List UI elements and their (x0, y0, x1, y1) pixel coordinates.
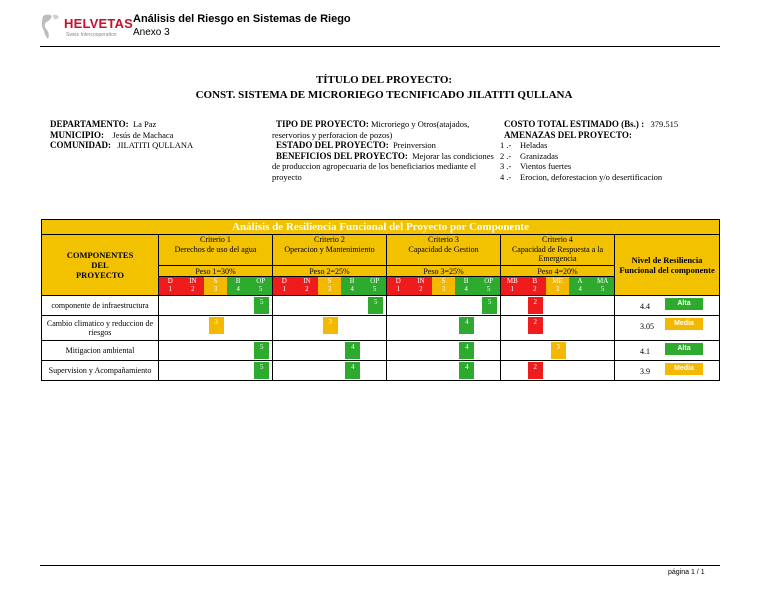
costo-value: 379.515 (650, 119, 679, 129)
scale-step: MB 1 (501, 277, 524, 295)
score-cell (273, 296, 387, 316)
criterion-header: Criterio 4 Capacidad de Respuesta a la Emergencia (501, 235, 615, 266)
nivel-cell (615, 296, 720, 316)
scale-step: B 4 (455, 277, 478, 295)
table-row (42, 316, 720, 341)
logo-subtext: Swiss Intercooperation (66, 32, 117, 38)
page-number: página 1 / 1 (668, 569, 705, 576)
score-mark: 2 (528, 317, 543, 334)
estado-value: Preinversion (392, 140, 436, 150)
scale-step: IN 2 (296, 277, 319, 295)
score-mark: 3 (209, 317, 224, 334)
amenaza-item: 1 .- Heladas (500, 140, 548, 150)
score-mark: 4 (459, 342, 474, 359)
scale-step: S 3 (204, 277, 227, 295)
comunidad-value: JILATITI QULLANA (117, 140, 194, 150)
municipio-label: MUNICIPIO: (50, 129, 104, 140)
peso-label: Peso 1=30% (159, 266, 273, 277)
component-name: componente de infraestructura (42, 296, 159, 316)
score-mark: 5 (368, 297, 383, 314)
footer-divider (40, 565, 720, 566)
amenaza-item: 2 .- Granizadas (500, 150, 559, 161)
amenaza-item: 3 .- Vientos fuertes (500, 161, 572, 171)
nivel-value: 3.05 (640, 322, 654, 331)
beneficios-value-3: proyecto (272, 171, 302, 182)
score-cell (387, 341, 501, 361)
scale-step: B 4 (341, 277, 364, 295)
cost-threats-info (500, 119, 720, 182)
amenazas-label: AMENAZAS DEL PROYECTO: (504, 129, 632, 140)
score-cell (387, 296, 501, 316)
score-mark: 3 (551, 342, 566, 359)
score-cell (501, 296, 615, 316)
scale-step: D 1 (387, 277, 410, 295)
peso-label: Peso 2=25% (273, 266, 387, 277)
nivel-badge: Alta (665, 343, 703, 355)
score-mark: 2 (528, 297, 543, 314)
score-mark: 3 (323, 317, 338, 334)
score-mark: 5 (254, 297, 269, 314)
scale-cell (387, 277, 501, 296)
tipo-label: TIPO DE PROYECTO: (276, 119, 369, 129)
component-name: Supervision y Acompañamiento (42, 361, 159, 381)
departamento-label: DEPARTAMENTO: (50, 119, 129, 129)
score-mark: 5 (482, 297, 497, 314)
location-info (50, 119, 193, 151)
comunidad-label: COMUNIDAD: (50, 140, 111, 150)
score-cell (273, 341, 387, 361)
amenaza-item: 4 .- Erocion, deforestacion y/o desertificacion (500, 171, 663, 182)
component-name: Mitigacion ambiental (42, 341, 159, 361)
scale-step: OP 5 (363, 277, 386, 295)
scale-step: ME 3 (546, 277, 569, 295)
score-cell (273, 361, 387, 381)
scale-step: B 4 (227, 277, 250, 295)
project-name: CONST. SISTEMA DE MICRORIEGO TECNIFICADO JILATITI QULLANA (195, 89, 573, 101)
nivel-header: Nivel de Resiliencia Funcional del componente (615, 235, 720, 296)
scale-step: IN 2 (410, 277, 433, 295)
document-title: Análisis del Riesgo en Sistemas de Riego (133, 13, 351, 25)
scale-step: D 1 (159, 277, 182, 295)
scale-step: A 4 (569, 277, 592, 295)
score-mark: 4 (459, 362, 474, 379)
costo-label: COSTO TOTAL ESTIMADO (Bs.) : (504, 119, 645, 129)
criterion-header: Criterio 3 Capacidad de Gestion (387, 235, 501, 266)
score-mark: 4 (345, 342, 360, 359)
table-row (42, 296, 720, 316)
scale-step: D 1 (273, 277, 296, 295)
tipo-value-1: Microriego y Otros(atajados, (370, 119, 470, 129)
nivel-cell (615, 316, 720, 341)
criterion-header: Criterio 1 Derechos de uso del agua (159, 235, 273, 266)
world-map-icon (40, 12, 66, 42)
scale-step: IN 2 (182, 277, 205, 295)
resilience-table (41, 219, 720, 381)
header-divider (40, 46, 720, 47)
score-cell (501, 361, 615, 381)
table-row (42, 361, 720, 381)
component-name: Cambio climatico y reduccion de riesgos (42, 316, 159, 341)
score-mark: 5 (254, 362, 269, 379)
tipo-value-2: reservorios y perforacion de pozos) (272, 129, 393, 140)
nivel-cell (615, 341, 720, 361)
project-type-info (272, 119, 502, 182)
nivel-value: 4.4 (640, 302, 650, 311)
project-title-label: TÍTULO DEL PROYECTO: (315, 74, 453, 86)
document-header (0, 0, 768, 50)
score-cell (159, 361, 273, 381)
table-banner: Análisis de Resiliencia Funcional del Proyecto por Componente (42, 220, 720, 235)
score-mark: 4 (459, 317, 474, 334)
scale-step: OP 5 (477, 277, 500, 295)
score-cell (501, 341, 615, 361)
estado-label: ESTADO DEL PROYECTO: (276, 140, 389, 150)
nivel-badge: Media (665, 318, 703, 330)
scale-step: B 2 (524, 277, 547, 295)
scale-cell (159, 277, 273, 296)
criterion-header: Criterio 2 Operacion y Mantenimiento (273, 235, 387, 266)
beneficios-label: BENEFICIOS DEL PROYECTO: (276, 150, 408, 161)
municipio-value: Jesús de Machaca (112, 129, 174, 140)
helvetas-logo (40, 10, 132, 44)
score-cell (159, 316, 273, 341)
peso-label: Peso 3=25% (387, 266, 501, 277)
score-cell (387, 316, 501, 341)
nivel-cell (615, 361, 720, 381)
score-cell (159, 296, 273, 316)
scale-cell (501, 277, 615, 296)
score-mark: 2 (528, 362, 543, 379)
table-row (42, 341, 720, 361)
nivel-value: 3.9 (640, 367, 650, 376)
score-mark: 5 (254, 342, 269, 359)
scale-step: OP 5 (249, 277, 272, 295)
nivel-value: 4.1 (640, 347, 650, 356)
departamento-value: La Paz (132, 119, 157, 129)
scale-step: S 3 (432, 277, 455, 295)
nivel-badge: Media (665, 363, 703, 375)
score-cell (387, 361, 501, 381)
score-mark: 4 (345, 362, 360, 379)
components-header: COMPONENTES DEL PROYECTO (42, 235, 159, 296)
document-subtitle: Anexo 3 (133, 27, 170, 38)
scale-step: S 3 (318, 277, 341, 295)
beneficios-value-1: Mejorar las condiciones (412, 150, 494, 161)
peso-label: Peso 4=20% (501, 266, 615, 277)
logo-text: HELVETAS (64, 16, 134, 31)
beneficios-value-2: de produccion agropecuaria de los beneficiarios mediante el (272, 161, 477, 171)
scale-step: MA 5 (591, 277, 614, 295)
score-cell (501, 316, 615, 341)
score-cell (159, 341, 273, 361)
nivel-badge: Alta (665, 298, 703, 310)
scale-cell (273, 277, 387, 296)
score-cell (273, 316, 387, 341)
